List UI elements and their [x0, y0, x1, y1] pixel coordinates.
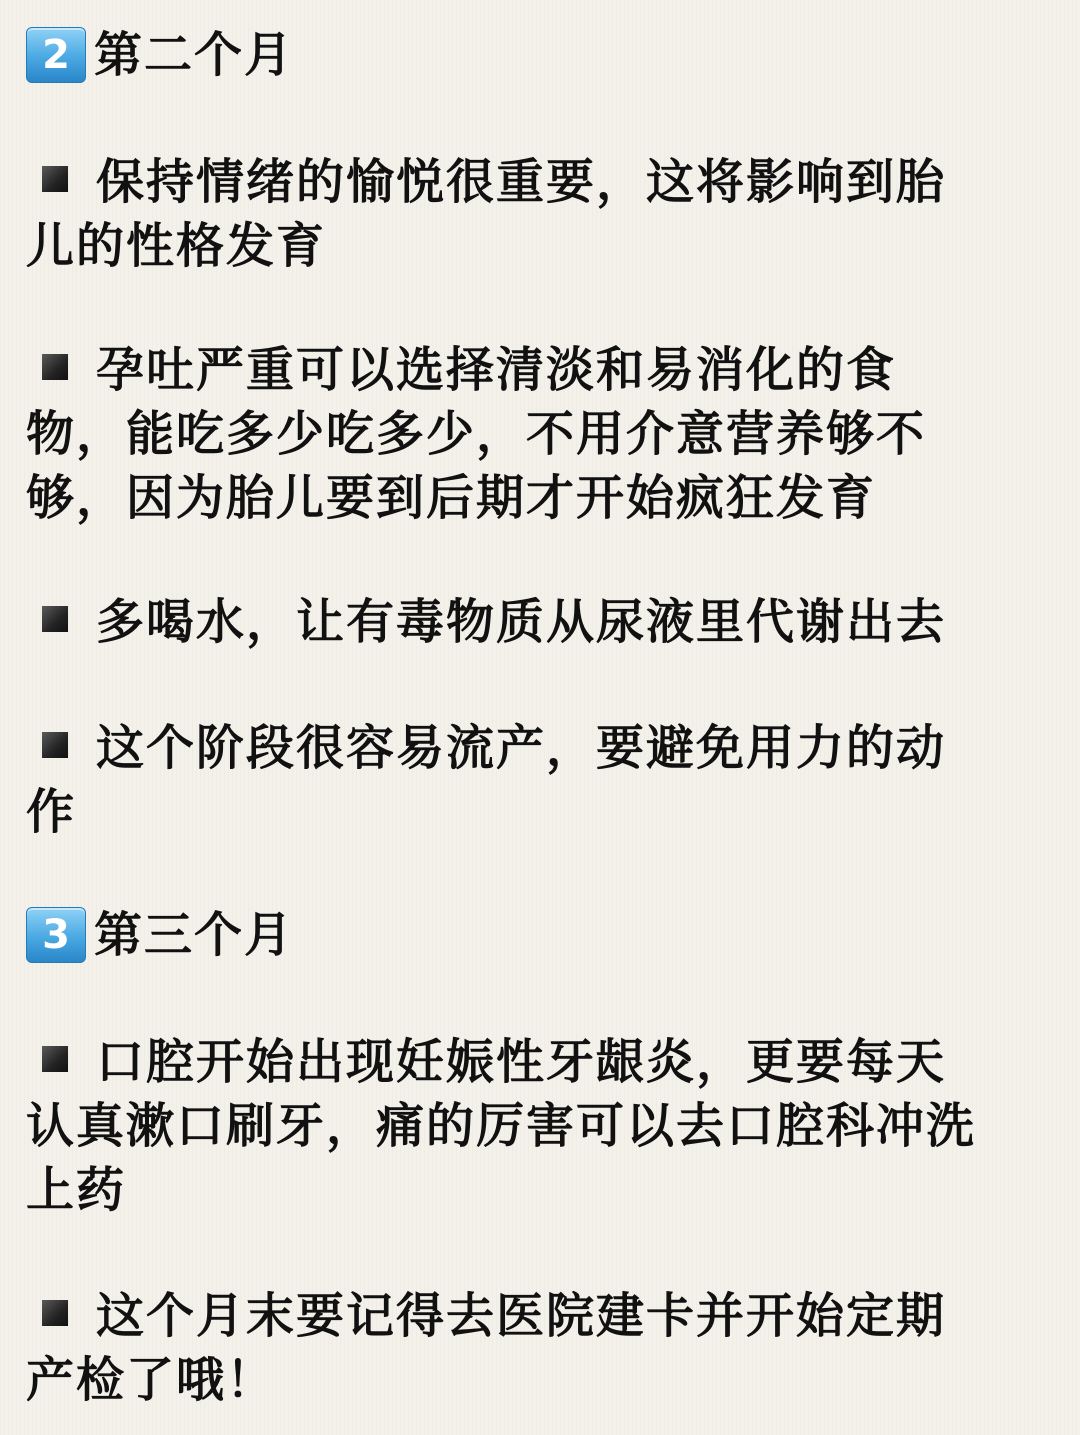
black-square-bullet-icon	[42, 1046, 68, 1072]
item-line: 保持情绪的愉悦很重要，这将影响到胎	[96, 154, 947, 210]
list-item	[26, 716, 1066, 844]
item-line: 这个月末要记得去医院建卡并开始定期	[96, 1288, 947, 1344]
section-heading-month-3	[26, 906, 294, 964]
list-item	[26, 1284, 1066, 1412]
item-line: 够，因为胎儿要到后期才开始疯狂发育	[26, 470, 877, 526]
list-item	[26, 338, 1066, 530]
black-square-bullet-icon	[42, 354, 68, 380]
list-item	[26, 150, 1066, 278]
item-line: 上药	[26, 1162, 127, 1218]
section-title: 第三个月	[94, 907, 295, 963]
black-square-bullet-icon	[42, 606, 68, 632]
item-line: 认真漱口刷牙，痛的厉害可以去口腔科冲洗	[26, 1098, 977, 1154]
list-item	[26, 590, 1066, 654]
item-line: 作	[26, 784, 77, 840]
item-line: 物，能吃多少吃多少，不用介意营养够不	[26, 406, 927, 462]
item-line: 儿的性格发育	[26, 218, 327, 274]
item-line: 口腔开始出现妊娠性牙龈炎，更要每天	[96, 1034, 947, 1090]
section-title: 第二个月	[94, 27, 295, 83]
keycap-number-icon: 2	[26, 27, 86, 83]
list-item	[26, 1030, 1066, 1222]
item-line: 多喝水，让有毒物质从尿液里代谢出去	[96, 594, 947, 650]
item-line: 孕吐严重可以选择清淡和易消化的食	[96, 342, 897, 398]
item-line: 产检了哦！	[26, 1352, 277, 1408]
keycap-number-icon: 3	[26, 907, 86, 963]
section-heading-month-2	[26, 26, 294, 84]
black-square-bullet-icon	[42, 166, 68, 192]
black-square-bullet-icon	[42, 1300, 68, 1326]
item-line: 这个阶段很容易流产，要避免用力的动	[96, 720, 947, 776]
black-square-bullet-icon	[42, 732, 68, 758]
